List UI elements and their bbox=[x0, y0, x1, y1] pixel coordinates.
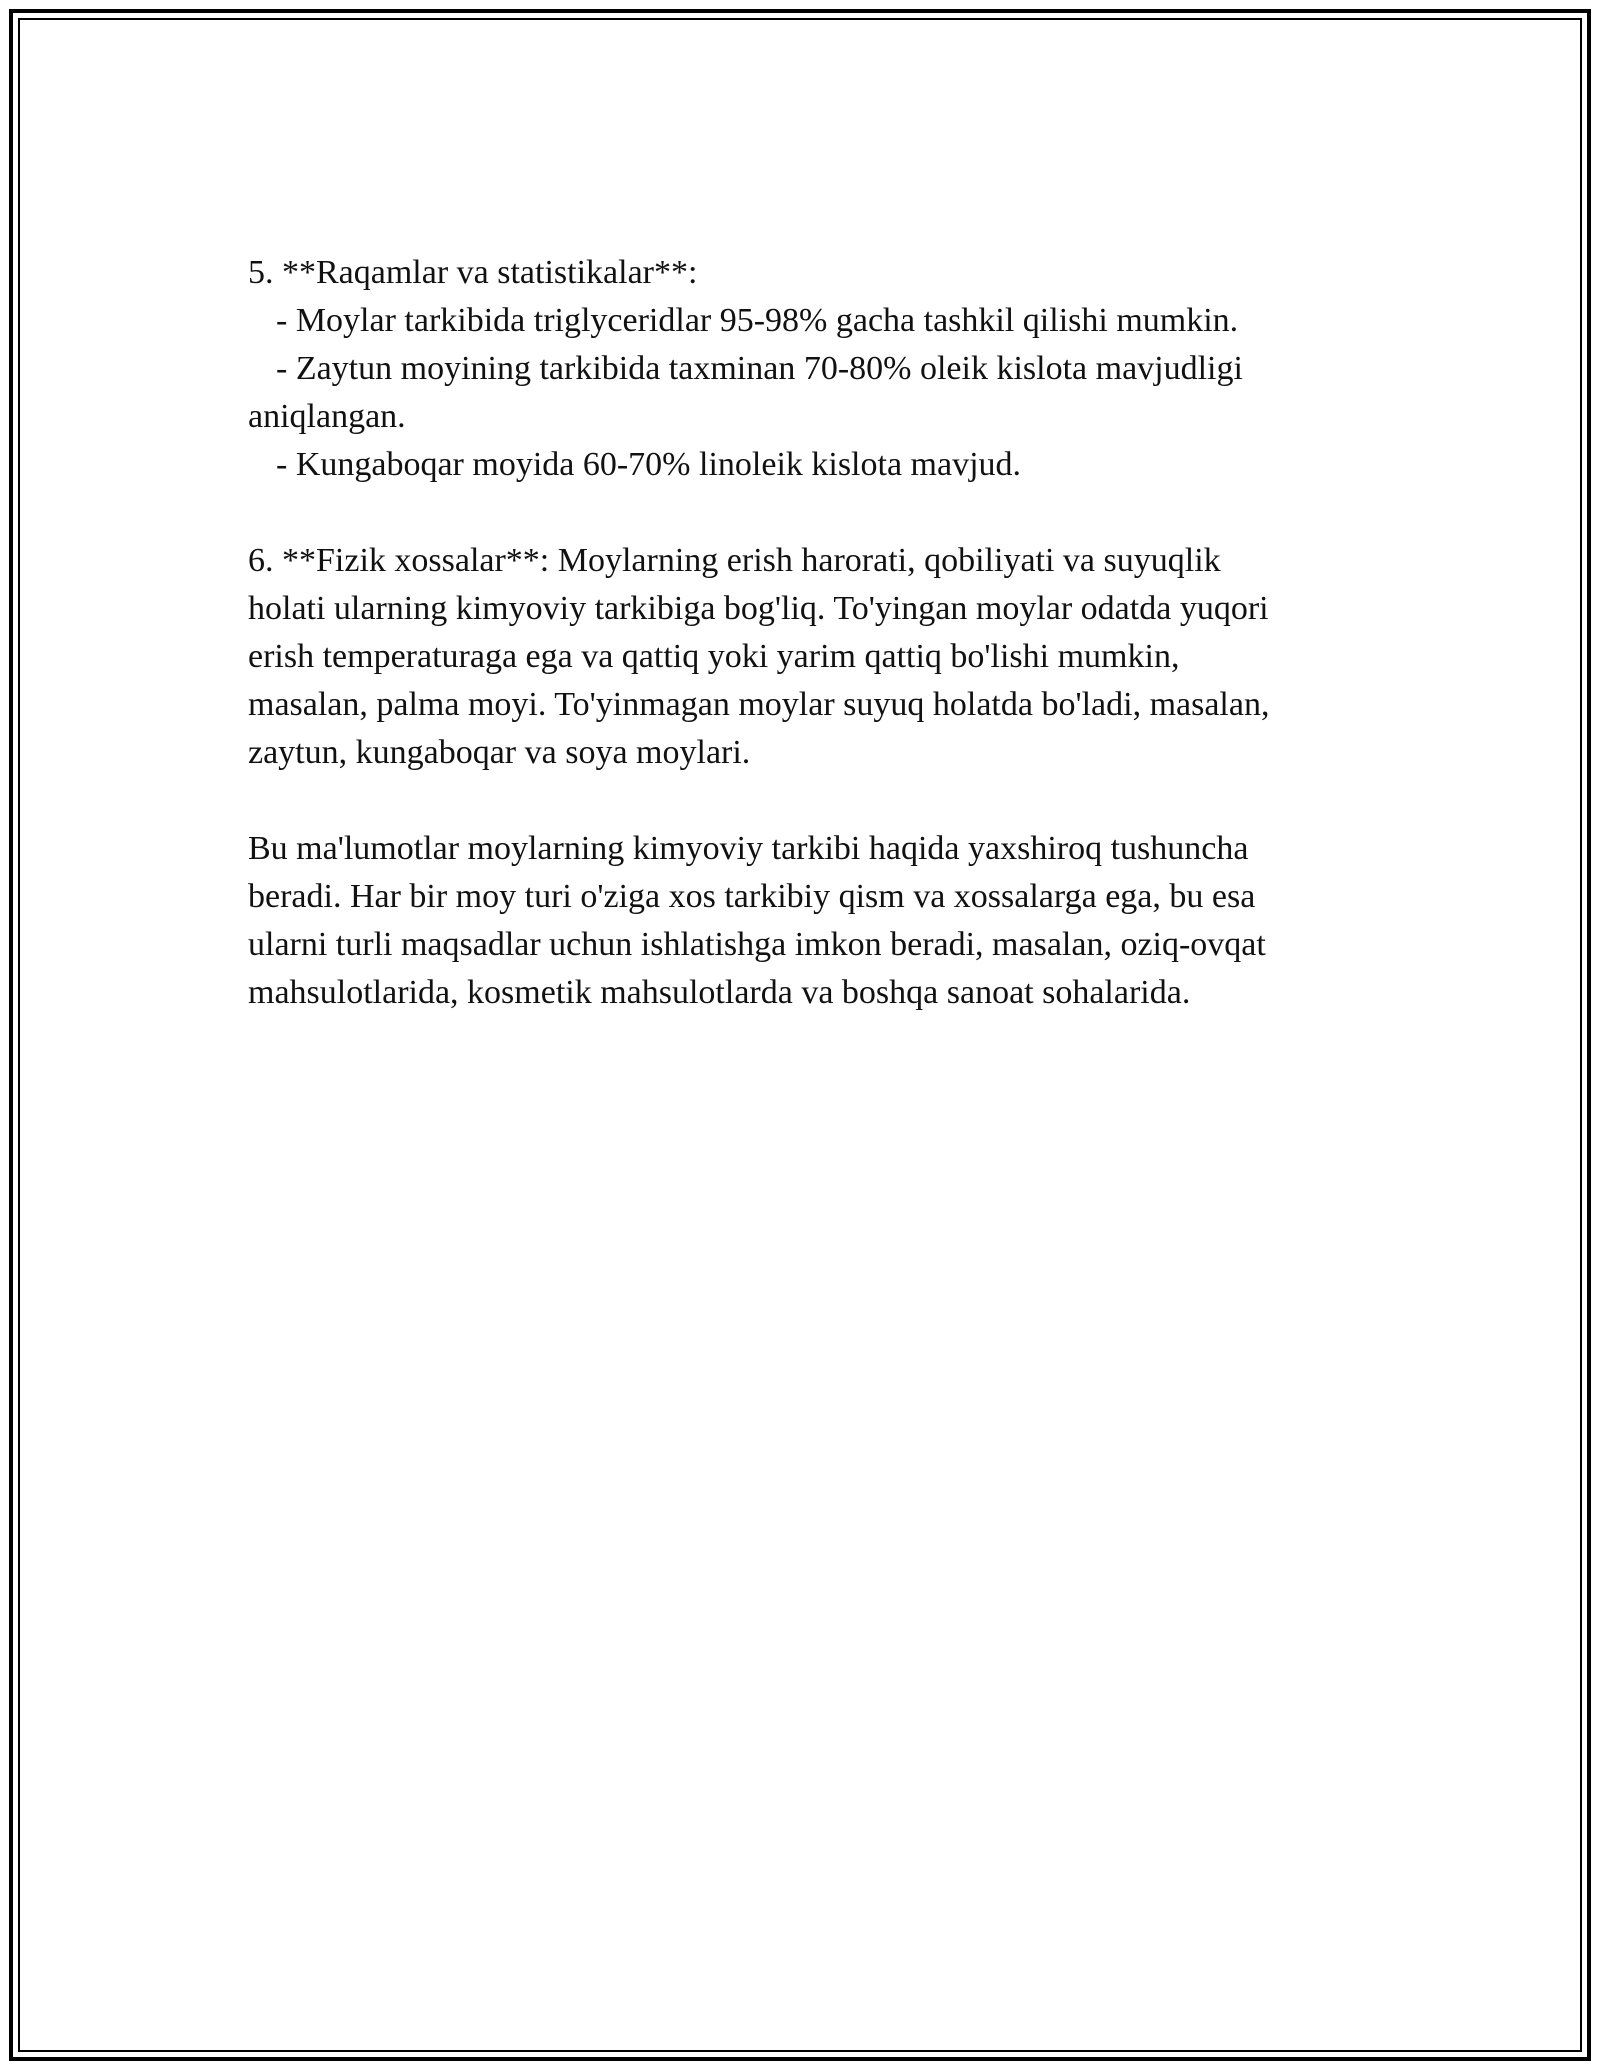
document-page bbox=[9, 9, 1591, 2061]
list-item: - Kungaboqar moyida 60-70% linoleik kislota mavjud. bbox=[276, 446, 1022, 483]
conclusion-paragraph bbox=[248, 825, 1378, 1017]
paragraph-line: ularni turli maqsadlar uchun ishlatishga imkon beradi, masalan, oziq-ovqat bbox=[248, 926, 1266, 963]
paragraph-line: zaytun, kungaboqar va soya moylari. bbox=[248, 734, 751, 771]
document-body bbox=[248, 249, 1378, 1065]
paragraph-line: 6. **Fizik xossalar**: Moylarning erish harorati, qobiliyati va suyuqlik bbox=[248, 542, 1221, 579]
paragraph-line: mahsulotlarida, kosmetik mahsulotlarda va boshqa sanoat sohalarida. bbox=[248, 974, 1191, 1011]
paragraph-line: Bu ma'lumotlar moylarning kimyoviy tarkibi haqida yaxshiroq tushuncha bbox=[248, 830, 1249, 867]
section-statistics bbox=[248, 249, 1378, 489]
section-heading: 5. **Raqamlar va statistikalar**: bbox=[248, 254, 698, 291]
paragraph-line: masalan, palma moyi. To'yinmagan moylar suyuq holatda bo'ladi, masalan, bbox=[248, 686, 1270, 723]
list-item-continuation: aniqlangan. bbox=[248, 398, 406, 435]
list-item: - Zaytun moyining tarkibida taxminan 70-80% oleik kislota mavjudligi bbox=[276, 350, 1243, 387]
paragraph-line: erish temperaturaga ega va qattiq yoki yarim qattiq bo'lishi mumkin, bbox=[248, 638, 1180, 675]
paragraph-line: beradi. Har bir moy turi o'ziga xos tarkibiy qism va xossalarga ega, bu esa bbox=[248, 878, 1256, 915]
paragraph-line: holati ularning kimyoviy tarkibiga bog'liq. To'yingan moylar odatda yuqori bbox=[248, 590, 1269, 627]
list-item: - Moylar tarkibida triglyceridlar 95-98% gacha tashkil qilishi mumkin. bbox=[276, 302, 1239, 339]
section-physical-properties bbox=[248, 537, 1378, 777]
